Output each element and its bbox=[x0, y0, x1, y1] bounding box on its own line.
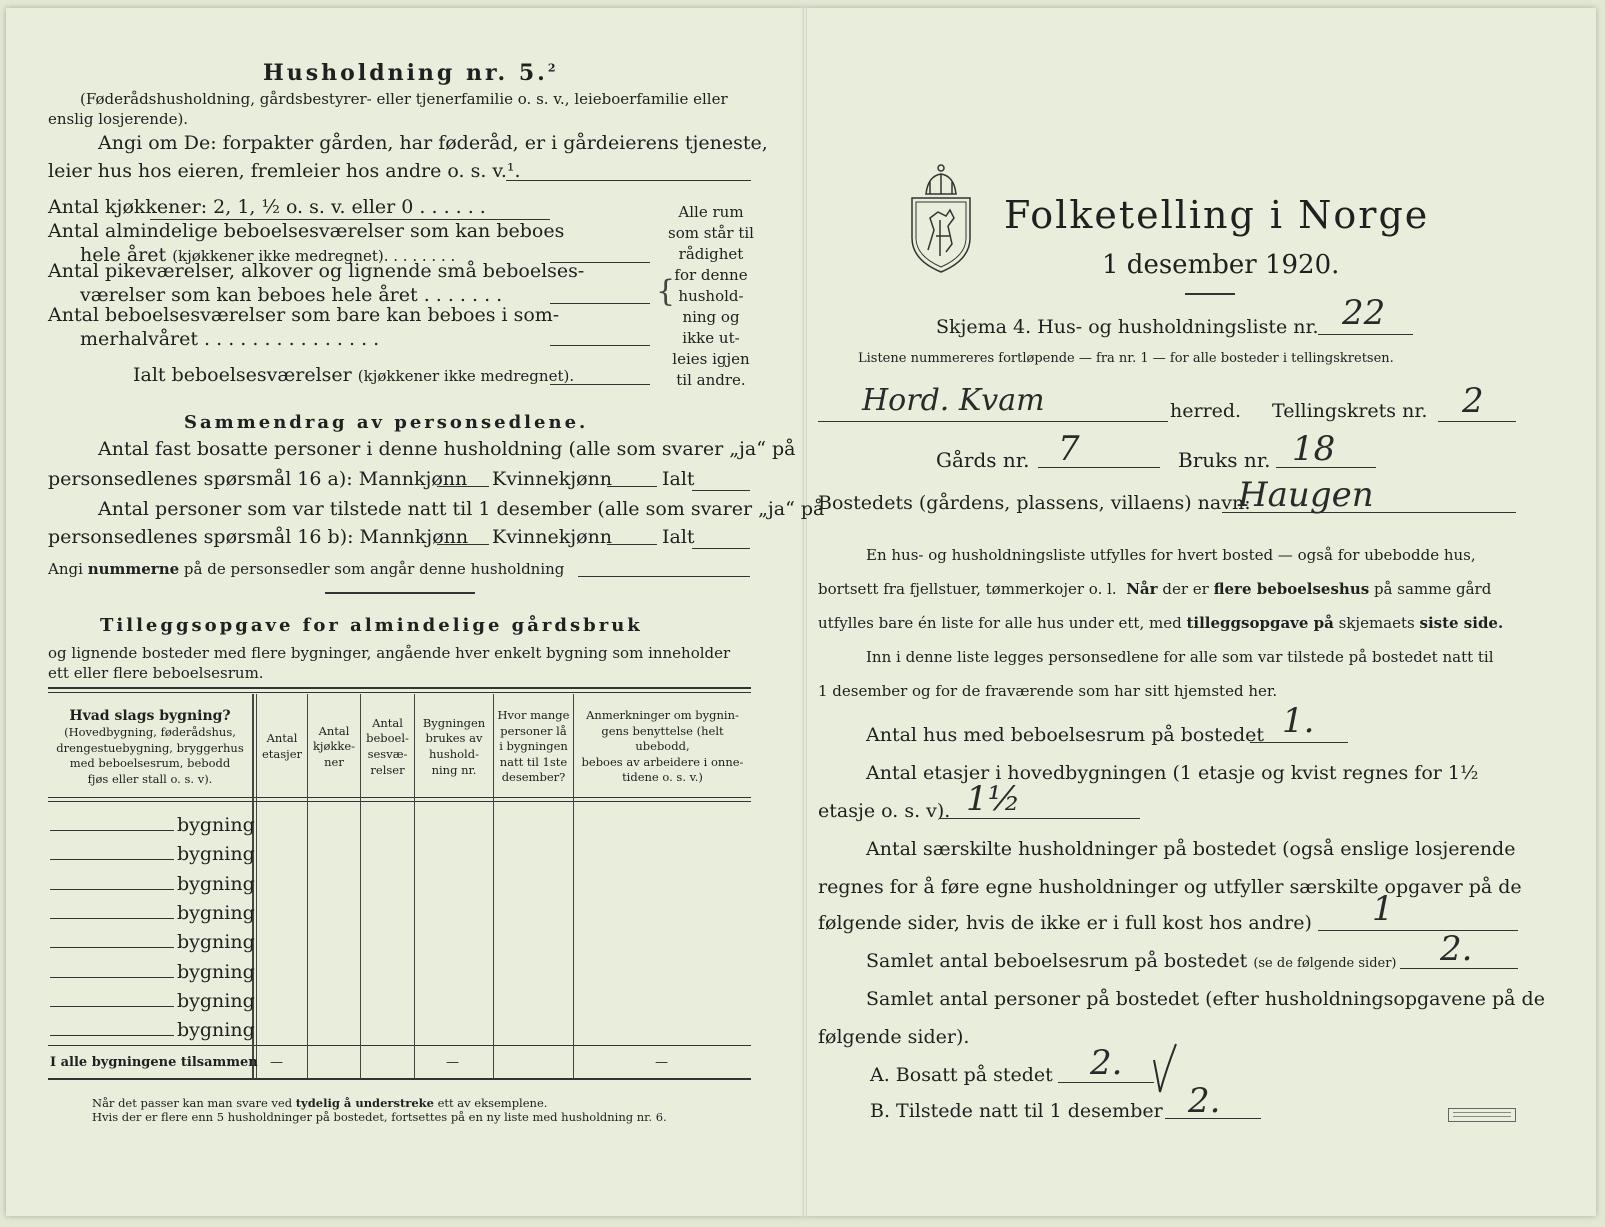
samlet-pers-line-1: Samlet antal personer på bostedet (efter husholdningsopgavene på de bbox=[866, 988, 1545, 1010]
alm-line-1: Antal almindelige beboelsesværelser som kan beboes bbox=[48, 220, 565, 242]
bracket-note-line: ning og bbox=[682, 308, 740, 326]
herred-fill bbox=[818, 421, 1168, 422]
check-mark-icon bbox=[1150, 1040, 1180, 1096]
tellingskrets-label: Tellingskrets nr. bbox=[1272, 400, 1428, 422]
fast-ialt-label: Ialt bbox=[662, 468, 695, 490]
table-top-rule bbox=[48, 687, 751, 689]
bygning-fill-line bbox=[50, 918, 174, 919]
kjokken-label: Antal kjøkkener: 2, 1, ½ o. s. v. eller 0 . . . . . . bbox=[48, 196, 486, 218]
samlet-rom-label: Samlet antal beboelsesrum på bostedet (se de følgende sider) bbox=[866, 950, 1397, 972]
sarskilte-line-1: Antal særskilte husholdninger på bostedet (også enslige losjerende bbox=[866, 838, 1516, 860]
bosted-label: Bostedets (gårdens, plassens, villaens) navn: bbox=[818, 492, 1251, 514]
angi-fill-line bbox=[506, 180, 751, 181]
fast-mann-fill bbox=[437, 486, 489, 487]
table-bottom-rule bbox=[48, 1078, 751, 1080]
tilst-line-1: Antal personer som var tilstede natt til 1 desember (alle som svarer „ja“ på bbox=[98, 498, 825, 520]
fast-ialt-fill bbox=[692, 490, 750, 491]
tillegg-line-1: og lignende bosteder med flere bygninger, angående hver enkelt bygning som inneholder bbox=[48, 644, 731, 662]
bracket-note-line: hushold- bbox=[678, 287, 744, 305]
ialt-rom-fill-line bbox=[550, 384, 650, 385]
bygning-label: bygning bbox=[177, 843, 255, 866]
tillegg-title: Tilleggsopgave for almindelige gårdsbruk bbox=[100, 615, 643, 636]
gards-label: Gårds nr. bbox=[936, 448, 1030, 472]
sammendrag-title: Sammendrag av personsedlene. bbox=[184, 412, 589, 433]
bracket-note-text bbox=[667, 202, 755, 391]
bruks-value: 18 bbox=[1292, 429, 1336, 469]
tilst-line-2: personsedlenes spørsmål 16 b): Mannkjønn bbox=[48, 526, 469, 548]
bruks-label: Bruks nr. bbox=[1178, 448, 1271, 472]
herred-label: herred. bbox=[1170, 400, 1242, 422]
angi-nummer-fill bbox=[578, 576, 750, 577]
column-head-line: ning nr. bbox=[431, 762, 477, 777]
info-line-2: bortsett fra fjellstuer, tømmerkojer o. l. Når der er flere beboelseshus på samme gård bbox=[818, 580, 1492, 598]
bosted-value: Haugen bbox=[1238, 475, 1374, 515]
printer-stamp bbox=[1448, 1108, 1516, 1122]
bygning-fill-line bbox=[50, 947, 174, 948]
skjema-value: 22 bbox=[1342, 293, 1386, 333]
samlet-pers-line-2: følgende sider). bbox=[818, 1026, 970, 1048]
tellingskrets-value: 2 bbox=[1462, 381, 1484, 421]
fast-kvinne-fill bbox=[607, 486, 657, 487]
bosatt-label: A. Bosatt på stedet bbox=[870, 1064, 1053, 1086]
skjema-label: Skjema 4. Hus- og husholdningsliste nr. bbox=[936, 316, 1319, 338]
column-head bbox=[574, 700, 751, 794]
bracket-note-line: som står til bbox=[668, 224, 754, 242]
som-line-2: merhalvåret . . . . . . . . . . . . . . . bbox=[80, 328, 380, 350]
info-line-5: 1 desember og for de fraværende som har sitt hjemsted her. bbox=[818, 682, 1278, 700]
fast-line-1: Antal fast bosatte personer i denne husholdning (alle som svarer „ja“ på bbox=[98, 438, 796, 460]
listene-note: Listene nummereres fortløpende — fra nr. 1 — for alle bosteder i tellingskretsen. bbox=[858, 351, 1394, 366]
column-head-line: beboes av arbeidere i onne- bbox=[581, 754, 744, 769]
title-divider bbox=[1185, 293, 1235, 295]
column-head-line: Antal bbox=[372, 715, 403, 730]
footnote-1: Når det passer kan man svare ved tydelig å understreke ett av eksemplene. bbox=[92, 1096, 548, 1110]
bracket-note-line: til andre. bbox=[676, 371, 746, 389]
info-line-4: Inn i denne liste legges personsedlene for alle som var tilstede på bostedet natt til bbox=[866, 648, 1494, 666]
table-head-rule bbox=[48, 797, 751, 798]
column-head-line: ner bbox=[324, 754, 344, 769]
census-date: 1 desember 1920. bbox=[1102, 250, 1340, 280]
column-head bbox=[361, 700, 414, 794]
alm-line-2: hele året (kjøkkener ikke medregnet). . . . . . . . bbox=[80, 244, 456, 266]
column-head-line: gens benyttelse (helt ubebodd, bbox=[601, 723, 724, 754]
column-head-line: hushold- bbox=[429, 747, 479, 761]
info-line-1: En hus- og husholdningsliste utfylles for hvert bosted — også for ubebodde hus, bbox=[866, 546, 1476, 564]
column-head-line: sesvæ- bbox=[367, 747, 408, 761]
info-line-3: utfylles bare én liste for alle hus under ett, med tilleggsopgave på skjemaets siste side. bbox=[818, 614, 1504, 632]
coat-of-arms-icon bbox=[906, 160, 976, 276]
bracket-note-line: for denne bbox=[674, 266, 748, 284]
bygning-label: bygning bbox=[177, 872, 255, 895]
column-head bbox=[308, 700, 360, 794]
angi-nummer: Angi nummerne på de personsedler som angår denne husholdning bbox=[48, 560, 565, 578]
angi-line-1: Angi om De: forpakter gården, har føderåd, er i gårdeierens tjeneste, bbox=[98, 132, 768, 154]
bygning-label: bygning bbox=[177, 960, 255, 983]
page-fold bbox=[803, 8, 807, 1216]
hus-value: 1. bbox=[1282, 701, 1315, 741]
bosatt-value: 2. bbox=[1090, 1043, 1123, 1083]
brace-icon: { bbox=[656, 274, 676, 309]
bygning-fill-line bbox=[50, 1006, 174, 1007]
table-top-rule-2 bbox=[48, 692, 751, 693]
bracket-note-line: Alle rum bbox=[678, 203, 744, 221]
column-head-line: natt til 1ste bbox=[499, 754, 568, 769]
som-fill-line bbox=[550, 345, 650, 346]
fast-kvinne-label: Kvinnekjønn bbox=[492, 468, 613, 490]
tilstede-value: 2. bbox=[1188, 1081, 1221, 1121]
bygning-fill-line bbox=[50, 859, 174, 860]
ialt-rom-label: Ialt beboelsesværelser (kjøkkener ikke medregnet). bbox=[133, 364, 575, 386]
head-bygning-line: fjøs eller stall o. s. v). bbox=[87, 771, 213, 786]
column-head-line: desember? bbox=[501, 770, 566, 785]
bygning-fill-line bbox=[50, 889, 174, 890]
column-head bbox=[415, 700, 493, 794]
column-head-line: kjøkke- bbox=[312, 739, 356, 754]
bygning-label: bygning bbox=[177, 1019, 255, 1042]
sarskilte-line-2: regnes for å føre egne husholdninger og utfyller særskilte opgaver på de bbox=[818, 876, 1522, 898]
hus-fill bbox=[1250, 742, 1348, 743]
gards-fill bbox=[1038, 467, 1160, 468]
sarskilte-line-3: følgende sider, hvis de ikke er i full kost hos andre) bbox=[818, 912, 1312, 934]
etasjer-line-2: etasje o. s. v). bbox=[818, 800, 951, 822]
footnote-2: Hvis der er flere enn 5 husholdninger på bostedet, fortsettes på en ny liste med husholdning nr. 6. bbox=[92, 1110, 667, 1124]
pike-line-2: værelser som kan beboes hele året . . . . . . . bbox=[80, 284, 503, 306]
column-head-line: Antal bbox=[266, 731, 298, 746]
bracket-note bbox=[667, 202, 755, 391]
column-head-line: i bygningen bbox=[499, 739, 568, 754]
bracket-note-line: rådighet bbox=[678, 245, 744, 263]
census-title: Folketelling i Norge bbox=[1004, 193, 1430, 237]
table-total-rule bbox=[48, 1045, 751, 1046]
herred-value: Hord. Kvam bbox=[862, 383, 1045, 418]
tilst-ialt-label: Ialt bbox=[662, 526, 695, 548]
head-bygning-line: med beboelsesrum, bebodd bbox=[69, 756, 231, 771]
pike-fill-line bbox=[550, 303, 650, 304]
head-bygning: Hvad slags bygning? (Hovedbygning, føderådshus, drengestuebygning, bryggerhus med beboelsesrum, bebodd fjøs eller stall o. s. v). bbox=[56, 707, 244, 786]
column-head-line: Anmerkninger om bygnin- bbox=[586, 708, 739, 723]
bygning-fill-line bbox=[50, 977, 174, 978]
bygning-fill-line bbox=[50, 830, 174, 831]
angi-line-2: leier hus hos eieren, fremleier hos andre o. s. v.¹. bbox=[48, 160, 521, 182]
bygning-label: bygning bbox=[177, 901, 255, 924]
pike-line-1: Antal pikeværelser, alkover og lignende små beboelses- bbox=[48, 260, 585, 282]
column-head-line: Antal bbox=[318, 723, 350, 738]
column-head-line: beboel- bbox=[366, 731, 409, 746]
tilst-mann-fill bbox=[437, 544, 489, 545]
samlet-rom-value: 2. bbox=[1440, 929, 1473, 969]
hus-label: Antal hus med beboelsesrum på bostedet bbox=[866, 724, 1265, 746]
column-head-line: Hvor mange bbox=[497, 708, 570, 723]
tillegg-line-2: ett eller flere beboelsesrum. bbox=[48, 664, 264, 682]
table-head-rule-2 bbox=[48, 801, 751, 802]
column-head bbox=[494, 700, 573, 794]
total-dash: — bbox=[446, 1055, 459, 1070]
column-head-line: relser bbox=[370, 762, 405, 777]
sarskilte-value: 1 bbox=[1372, 889, 1394, 929]
bracket-note-line: ikke ut- bbox=[682, 329, 740, 347]
husholdning-note-2: enslig losjerende). bbox=[48, 110, 189, 128]
som-line-1: Antal beboelsesværelser som bare kan beboes i som- bbox=[48, 304, 560, 326]
head-bygning-line: drengestuebygning, bryggerhus bbox=[56, 740, 244, 755]
bygning-label: bygning bbox=[177, 814, 255, 836]
head-bygning-line: (Hovedbygning, føderådshus, bbox=[64, 725, 236, 740]
tilstede-label: B. Tilstede natt til 1 desember bbox=[870, 1100, 1163, 1122]
column-head-line: tidene o. s. v.) bbox=[622, 770, 703, 785]
bygning-fill-line bbox=[50, 1035, 174, 1036]
tilst-kvinne-label: Kvinnekjønn bbox=[492, 526, 613, 548]
column-head-line: brukes av bbox=[425, 731, 483, 746]
column-head bbox=[257, 700, 307, 794]
skjema-fill bbox=[1318, 334, 1413, 335]
total-row-label: I alle bygningene tilsammen bbox=[50, 1055, 258, 1070]
section-divider bbox=[325, 592, 475, 594]
etasjer-value: 1½ bbox=[966, 779, 1021, 819]
bygning-label: bygning bbox=[177, 989, 255, 1012]
fast-line-2: personsedlenes spørsmål 16 a): Mannkjønn bbox=[48, 468, 468, 490]
tilst-ialt-fill bbox=[692, 548, 750, 549]
column-head-line: personer lå bbox=[500, 723, 567, 738]
tilst-kvinne-fill bbox=[607, 544, 657, 545]
husholdning-title: Husholdning nr. 5.$^2$ bbox=[263, 60, 559, 86]
column-head-line: etasjer bbox=[261, 747, 303, 761]
bygning-label: bygning bbox=[177, 931, 255, 954]
total-dash: — bbox=[655, 1055, 668, 1070]
tellingskrets-fill bbox=[1438, 421, 1516, 422]
total-dash: — bbox=[270, 1055, 283, 1070]
column-head-line: Bygningen bbox=[422, 715, 486, 730]
bracket-note-line: leies igjen bbox=[672, 350, 750, 368]
sarskilte-fill bbox=[1318, 930, 1518, 931]
etasjer-line-1: Antal etasjer i hovedbygningen (1 etasje og kvist regnes for 1½ bbox=[866, 762, 1479, 784]
husholdning-note-1: (Føderådshusholdning, gårdsbestyrer- eller tjenerfamilie o. s. v., leieboerfamilie eller bbox=[80, 90, 728, 108]
gards-value: 7 bbox=[1058, 429, 1080, 469]
